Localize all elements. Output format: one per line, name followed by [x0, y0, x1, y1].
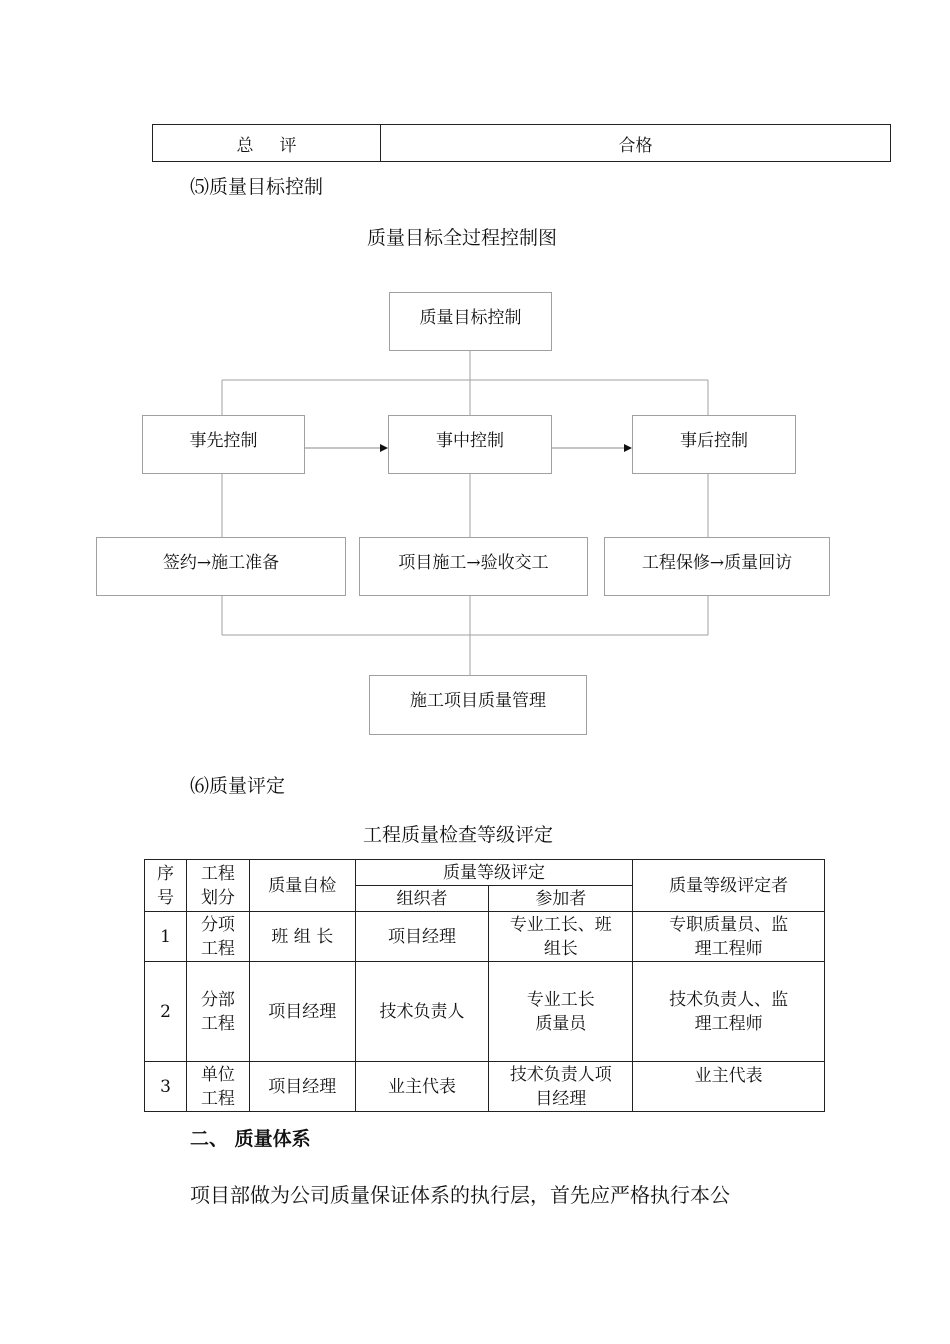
summary-table	[152, 124, 891, 162]
header-self-check: 质量自检	[249, 860, 355, 912]
bottom-box: 施工项目质量管理	[369, 675, 587, 735]
cell-participant: 专业工长、班组长	[489, 912, 633, 962]
cell-assessor: 技术负责人、监理工程师	[633, 962, 825, 1062]
cell-organizer: 技术负责人	[355, 962, 489, 1062]
stage-box-post: 事后控制	[632, 415, 796, 474]
section6-heading: ⑹质量评定	[190, 775, 286, 797]
stage-box-during: 事中控制	[388, 415, 552, 474]
cell-participant: 专业工长质量员	[489, 962, 633, 1062]
section2-heading: 二、 质量体系	[190, 1128, 311, 1150]
cell-division: 分部工程	[186, 962, 249, 1062]
header-participant: 参加者	[489, 886, 633, 912]
cell-self-check: 项目经理	[249, 1062, 355, 1112]
activity-box-1: 签约→施工准备	[96, 537, 346, 596]
header-grading: 质量等级评定	[355, 860, 633, 886]
activity-box-3: 工程保修→质量回访	[604, 537, 830, 596]
cell-organizer: 业主代表	[355, 1062, 489, 1112]
header-seq: 序号	[145, 860, 187, 912]
cell-assessor: 业主代表	[633, 1062, 825, 1112]
header-assessor: 质量等级评定者	[633, 860, 825, 912]
cell-seq: 3	[145, 1062, 187, 1112]
cell-seq: 1	[145, 912, 187, 962]
cell-seq: 2	[145, 962, 187, 1062]
table-row	[145, 962, 825, 1062]
stage-box-pre: 事先控制	[142, 415, 305, 474]
cell-self-check: 班 组 长	[249, 912, 355, 962]
cell-self-check: 项目经理	[249, 962, 355, 1062]
cell-organizer: 项目经理	[355, 912, 489, 962]
activity-box-2: 项目施工→验收交工	[359, 537, 588, 596]
cell-assessor: 专职质量员、监理工程师	[633, 912, 825, 962]
root-box: 质量目标控制	[389, 292, 552, 351]
grade-table	[144, 859, 825, 1112]
table-row	[145, 912, 825, 962]
header-organizer: 组织者	[355, 886, 489, 912]
body-paragraph: 项目部做为公司质量保证体系的执行层，首先应严格执行本公	[190, 1183, 730, 1207]
cell-division: 单位工程	[186, 1062, 249, 1112]
diagram-title: 质量目标全过程控制图	[367, 227, 558, 249]
header-division: 工程划分	[186, 860, 249, 912]
table-title: 工程质量检查等级评定	[363, 824, 554, 846]
header-row-1	[145, 860, 825, 886]
cell-participant: 技术负责人项目经理	[489, 1062, 633, 1112]
summary-value: 合格	[381, 125, 891, 162]
section5-heading: ⑸质量目标控制	[190, 176, 324, 198]
cell-division: 分项工程	[186, 912, 249, 962]
table-row	[145, 1062, 825, 1112]
summary-label: 总评	[153, 125, 381, 162]
